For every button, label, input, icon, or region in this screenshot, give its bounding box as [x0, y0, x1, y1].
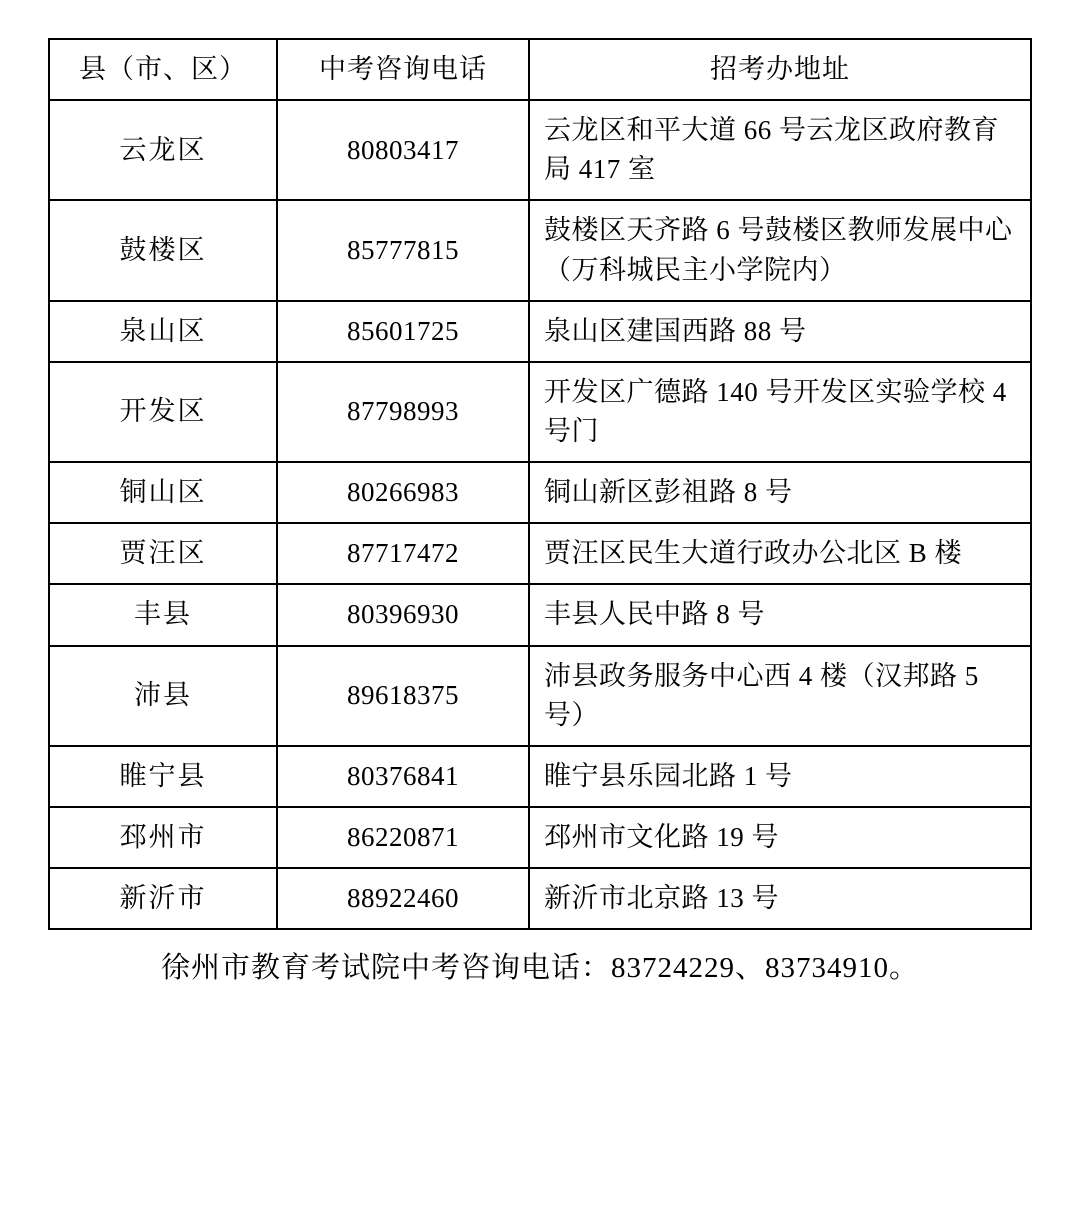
- cell-county: 沛县: [49, 646, 277, 746]
- cell-phone: 88922460: [277, 868, 529, 929]
- cell-county: 贾汪区: [49, 523, 277, 584]
- cell-address: 鼓楼区天齐路 6 号鼓楼区教师发展中心（万科城民主小学院内）: [529, 200, 1031, 300]
- cell-address: 贾汪区民生大道行政办公北区 B 楼: [529, 523, 1031, 584]
- cell-address: 睢宁县乐园北路 1 号: [529, 746, 1031, 807]
- column-header-county: 县（市、区）: [49, 39, 277, 100]
- cell-county: 睢宁县: [49, 746, 277, 807]
- table-row: [49, 584, 1031, 645]
- table-row: [49, 746, 1031, 807]
- table-row: [49, 462, 1031, 523]
- cell-phone: 85777815: [277, 200, 529, 300]
- table-row: [49, 868, 1031, 929]
- cell-address: 开发区广德路 140 号开发区实验学校 4 号门: [529, 362, 1031, 462]
- cell-address: 沛县政务服务中心西 4 楼（汉邦路 5 号）: [529, 646, 1031, 746]
- cell-address: 云龙区和平大道 66 号云龙区政府教育局 417 室: [529, 100, 1031, 200]
- cell-county: 鼓楼区: [49, 200, 277, 300]
- column-header-phone: 中考咨询电话: [277, 39, 529, 100]
- cell-phone: 80376841: [277, 746, 529, 807]
- cell-address: 邳州市文化路 19 号: [529, 807, 1031, 868]
- table-row: [49, 301, 1031, 362]
- cell-county: 泉山区: [49, 301, 277, 362]
- cell-address: 新沂市北京路 13 号: [529, 868, 1031, 929]
- cell-phone: 87717472: [277, 523, 529, 584]
- cell-address: 泉山区建国西路 88 号: [529, 301, 1031, 362]
- cell-phone: 89618375: [277, 646, 529, 746]
- cell-phone: 86220871: [277, 807, 529, 868]
- table-row: [49, 523, 1031, 584]
- cell-county: 丰县: [49, 584, 277, 645]
- cell-address: 丰县人民中路 8 号: [529, 584, 1031, 645]
- contact-table: [48, 38, 1032, 930]
- table-row: [49, 200, 1031, 300]
- cell-phone: 85601725: [277, 301, 529, 362]
- cell-phone: 80396930: [277, 584, 529, 645]
- table-row: [49, 807, 1031, 868]
- cell-county: 新沂市: [49, 868, 277, 929]
- cell-phone: 80266983: [277, 462, 529, 523]
- table-body: [49, 100, 1031, 929]
- cell-county: 开发区: [49, 362, 277, 462]
- table-header: [49, 39, 1031, 100]
- cell-address: 铜山新区彭祖路 8 号: [529, 462, 1031, 523]
- table-row: [49, 100, 1031, 200]
- column-header-address: 招考办地址: [529, 39, 1031, 100]
- cell-phone: 87798993: [277, 362, 529, 462]
- footer-note: 徐州市教育考试院中考咨询电话：83724229、83734910。: [160, 952, 919, 985]
- table-header-row: [49, 39, 1031, 100]
- cell-phone: 80803417: [277, 100, 529, 200]
- cell-county: 云龙区: [49, 100, 277, 200]
- cell-county: 铜山区: [49, 462, 277, 523]
- cell-county: 邳州市: [49, 807, 277, 868]
- table-row: [49, 646, 1031, 746]
- table-row: [49, 362, 1031, 462]
